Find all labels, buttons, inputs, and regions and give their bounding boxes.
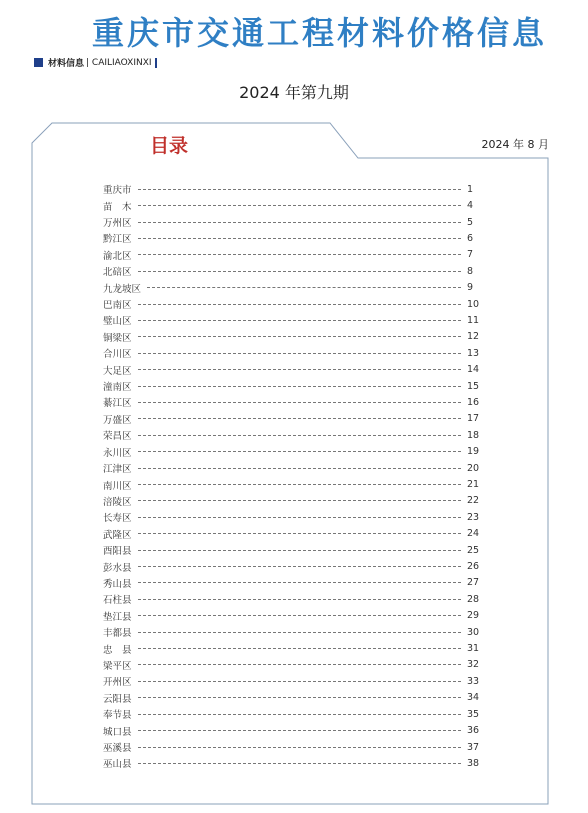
toc-entry[interactable] — [103, 345, 481, 361]
dot-leader — [138, 632, 461, 633]
toc-entry-name: 渝北区 — [103, 250, 132, 262]
toc-entry-name: 铜梁区 — [103, 332, 132, 344]
toc-entry-name: 武隆区 — [103, 529, 132, 541]
section-tag-cn: 材料信息 — [48, 59, 85, 69]
dot-leader — [138, 697, 461, 698]
dot-leader — [138, 336, 461, 337]
document-title: 重庆市交通工程材料价格信息 — [92, 14, 548, 52]
toc-entry-name: 石柱县 — [103, 595, 132, 607]
toc-date: 2024 年 8 月 — [481, 138, 549, 151]
dot-leader — [138, 582, 461, 583]
toc-entry-page: 17 — [467, 413, 480, 425]
toc-entry[interactable] — [103, 411, 481, 427]
dot-leader — [138, 451, 461, 452]
toc-entry-page: 34 — [467, 692, 480, 704]
dot-leader — [138, 763, 461, 764]
toc-title: 目录 — [150, 135, 189, 157]
toc-entry[interactable] — [103, 640, 481, 656]
toc-entry-page: 38 — [467, 757, 480, 769]
toc-entry[interactable] — [103, 476, 481, 492]
dot-leader — [138, 418, 461, 419]
toc-entry[interactable] — [103, 722, 481, 738]
toc-entry[interactable] — [103, 739, 481, 755]
dot-leader — [138, 386, 461, 387]
toc-entry[interactable] — [103, 575, 481, 591]
toc-entry-page: 6 — [467, 232, 474, 244]
toc-entry-name: 涪陵区 — [103, 496, 132, 508]
toc-entry-name: 綦江区 — [103, 398, 132, 410]
toc-entry[interactable] — [103, 312, 481, 328]
section-tag-en: | CAILIAOXINXI — [86, 57, 152, 68]
dot-leader — [138, 304, 461, 305]
toc-entry-page: 37 — [467, 741, 480, 753]
toc-entry-page: 25 — [467, 544, 480, 556]
toc-entry[interactable] — [103, 755, 481, 771]
dot-leader — [138, 205, 461, 206]
toc-entry-page: 33 — [467, 675, 480, 687]
toc-entry-name: 巴南区 — [103, 300, 132, 312]
toc-entry-page: 27 — [467, 577, 480, 589]
toc-entry[interactable] — [103, 624, 481, 640]
toc-entry-name: 奉节县 — [103, 710, 132, 722]
toc-entry[interactable] — [103, 263, 481, 279]
toc-entry-name: 南川区 — [103, 480, 132, 492]
toc-entry-name: 长寿区 — [103, 513, 132, 525]
dot-leader — [138, 320, 461, 321]
dot-leader — [138, 238, 461, 239]
toc-entry-name: 苗 木 — [103, 201, 132, 213]
toc-entry-name: 璧山区 — [103, 316, 132, 328]
toc-entry-page: 14 — [467, 364, 480, 376]
toc-entry[interactable] — [103, 247, 481, 263]
toc-entry-page: 12 — [467, 331, 480, 343]
toc-entry-page: 16 — [467, 396, 480, 408]
toc-entry[interactable] — [103, 591, 481, 607]
toc-entry[interactable] — [103, 509, 481, 525]
toc-entry-page: 18 — [467, 429, 480, 441]
toc-entry[interactable] — [103, 181, 481, 197]
toc-entry[interactable] — [103, 690, 481, 706]
toc-entry-page: 15 — [467, 380, 480, 392]
toc-entry-name: 大足区 — [103, 365, 132, 377]
dot-leader — [138, 402, 461, 403]
toc-entry[interactable] — [103, 542, 481, 558]
dot-leader — [138, 533, 461, 534]
toc-entry-name: 荣昌区 — [103, 431, 132, 443]
toc-entry[interactable] — [103, 558, 481, 574]
toc-entry-page: 23 — [467, 511, 480, 523]
toc-entry-page: 22 — [467, 495, 480, 507]
toc-entry[interactable] — [103, 657, 481, 673]
toc-entry-name: 巫山县 — [103, 759, 132, 771]
toc-entry-page: 30 — [467, 626, 480, 638]
toc-entry-page: 24 — [467, 528, 480, 540]
dot-leader — [138, 599, 461, 600]
toc-entry-name: 开州区 — [103, 677, 132, 689]
toc-entry-page: 8 — [467, 265, 474, 277]
toc-entry-name: 云阳县 — [103, 693, 132, 705]
toc-entry[interactable] — [103, 444, 481, 460]
toc-entry-name: 潼南区 — [103, 382, 132, 394]
issue-number: 2024 年第九期 — [239, 83, 349, 102]
dot-leader — [138, 615, 461, 616]
toc-entry-name: 合川区 — [103, 349, 132, 361]
toc-entry[interactable] — [103, 608, 481, 624]
toc-entry-page: 13 — [467, 347, 480, 359]
toc-entry-page: 21 — [467, 479, 480, 491]
toc-entry-name: 巫溪县 — [103, 743, 132, 755]
toc-entry-page: 36 — [467, 725, 480, 737]
dot-leader — [138, 714, 461, 715]
dot-leader — [138, 730, 461, 731]
toc-entry-page: 31 — [467, 643, 480, 655]
toc-entry[interactable] — [103, 279, 481, 295]
dot-leader — [147, 287, 461, 288]
dot-leader — [138, 681, 461, 682]
toc-entry-name: 黔江区 — [103, 234, 132, 246]
toc-entry-name: 万州区 — [103, 218, 132, 230]
toc-entry-name: 重庆市 — [103, 185, 132, 197]
toc-entry[interactable] — [103, 706, 481, 722]
toc-entry-name: 彭水县 — [103, 562, 132, 574]
toc-entry[interactable] — [103, 493, 481, 509]
toc-entry[interactable] — [103, 214, 481, 230]
dot-leader — [138, 435, 461, 436]
toc-entry-page: 19 — [467, 446, 480, 458]
toc-entry-page: 7 — [467, 249, 474, 261]
toc-entry-name: 九龙坡区 — [103, 283, 142, 295]
toc-entry-name: 万盛区 — [103, 414, 132, 426]
toc-entry-name: 秀山县 — [103, 578, 132, 590]
toc-entry-page: 5 — [467, 216, 474, 228]
toc-entry[interactable] — [103, 329, 481, 345]
dot-leader — [138, 648, 461, 649]
toc-entry-page: 20 — [467, 462, 480, 474]
toc-entry-name: 城口县 — [103, 726, 132, 738]
toc-entry-page: 11 — [467, 314, 480, 326]
toc-entry[interactable] — [103, 526, 481, 542]
toc-entry-name: 梁平区 — [103, 660, 132, 672]
toc-entry-page: 26 — [467, 561, 480, 573]
dot-leader — [138, 566, 461, 567]
dot-leader — [138, 468, 461, 469]
toc-entry-page: 4 — [467, 200, 474, 212]
toc-entry[interactable] — [103, 378, 481, 394]
dot-leader — [138, 664, 461, 665]
toc-entry[interactable] — [103, 230, 481, 246]
toc-entry-name: 江津区 — [103, 464, 132, 476]
toc-entry-name: 丰都县 — [103, 628, 132, 640]
toc-entry[interactable] — [103, 673, 481, 689]
toc-entry-name: 永川区 — [103, 447, 132, 459]
dot-leader — [138, 517, 461, 518]
toc-entry[interactable] — [103, 197, 481, 213]
toc-entry[interactable] — [103, 296, 481, 312]
dot-leader — [138, 222, 461, 223]
toc-entry-page: 10 — [467, 298, 480, 310]
dot-leader — [138, 550, 461, 551]
toc-entry-page: 1 — [467, 183, 474, 195]
dot-leader — [138, 254, 461, 255]
dot-leader — [138, 189, 461, 190]
toc-entry[interactable] — [103, 460, 481, 476]
toc-entry-name: 酉阳县 — [103, 546, 132, 558]
dot-leader — [138, 484, 461, 485]
toc-list — [103, 181, 481, 772]
toc-entry[interactable] — [103, 361, 481, 377]
toc-entry[interactable] — [103, 394, 481, 410]
toc-entry-name: 北碚区 — [103, 267, 132, 279]
toc-entry-page: 32 — [467, 659, 480, 671]
toc-entry-page: 28 — [467, 593, 480, 605]
toc-entry-page: 29 — [467, 610, 480, 622]
toc-entry-page: 35 — [467, 708, 480, 720]
toc-entry-name: 垫江县 — [103, 611, 132, 623]
dot-leader — [138, 353, 461, 354]
dot-leader — [138, 369, 461, 370]
toc-entry-page: 9 — [467, 282, 474, 294]
dot-leader — [138, 747, 461, 748]
dot-leader — [138, 271, 461, 272]
toc-entry[interactable] — [103, 427, 481, 443]
dot-leader — [138, 500, 461, 501]
toc-entry-name: 忠 县 — [103, 644, 132, 656]
